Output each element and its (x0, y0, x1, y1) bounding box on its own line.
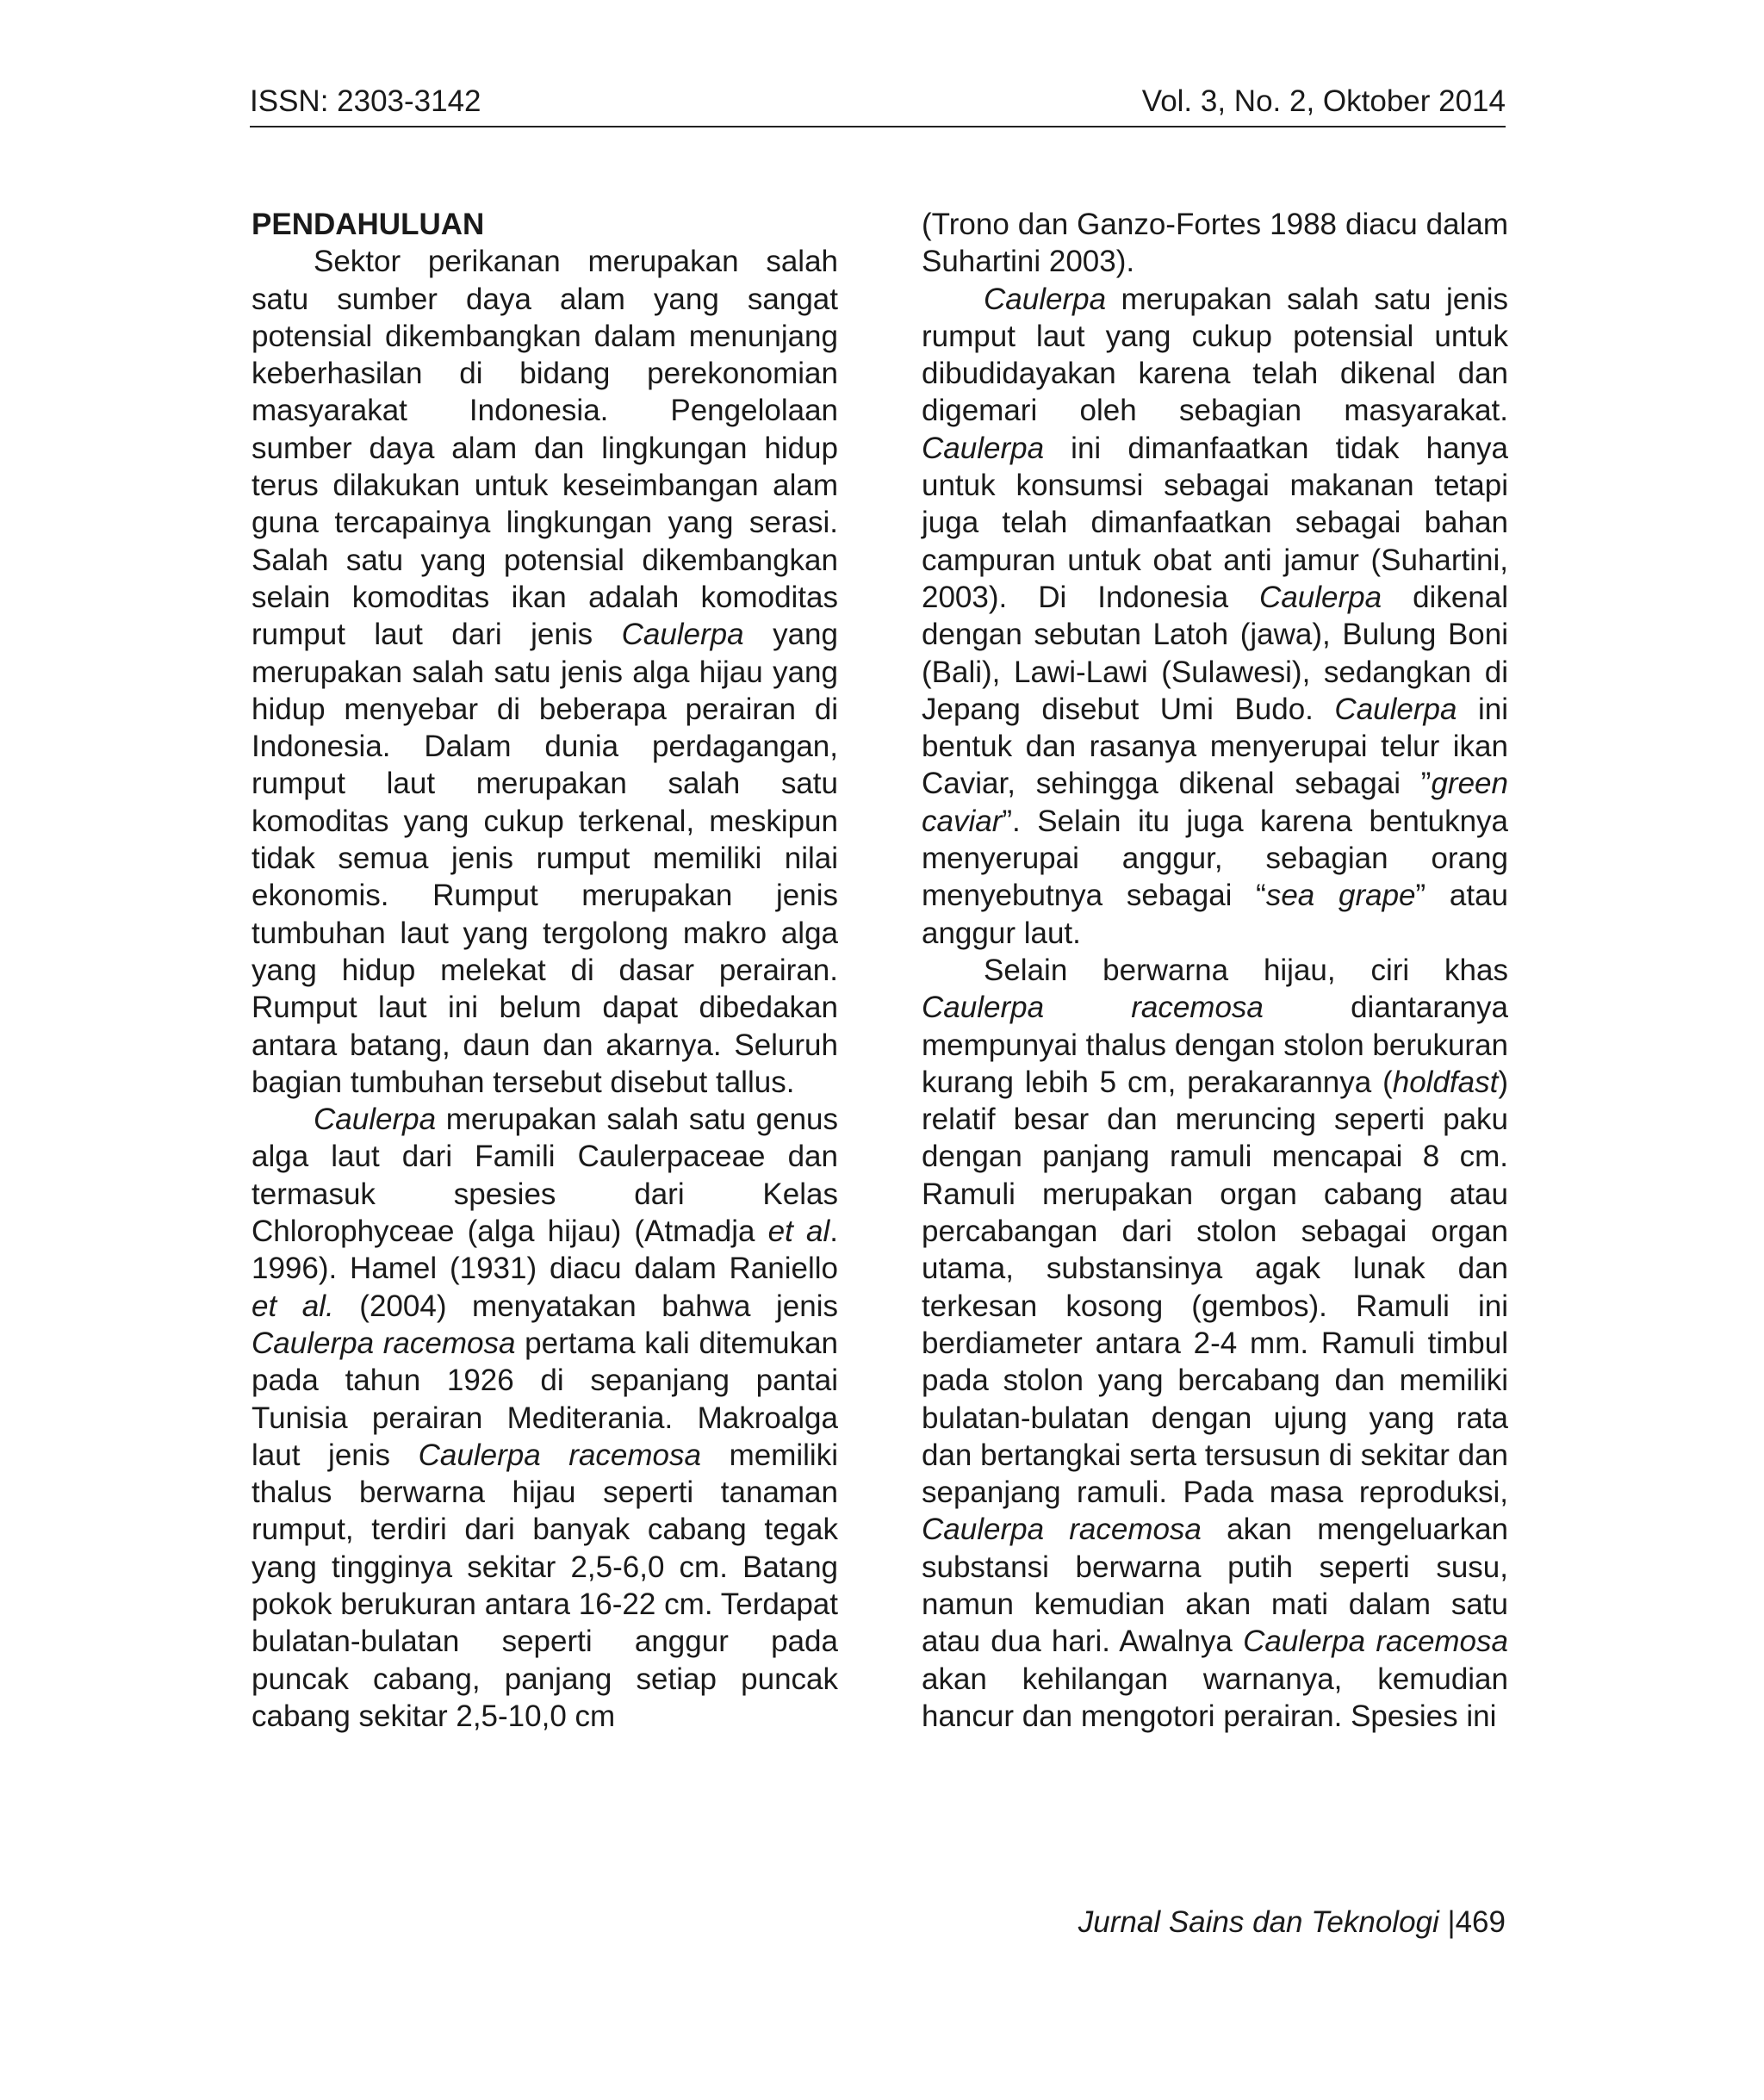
text-run: merupakan salah satu jenis rumput laut yang cukup potensial untuk dibudidayakan karena telah dikenal dan digemari oleh sebagian masyarakat. (922, 282, 1508, 428)
text-run: akan mengeluarkan substansi berwarna putih seperti susu, namun kemudian akan mati dalam satu atau dua hari. Awalnya (922, 1513, 1508, 1659)
paragraph-characteristics (922, 952, 1508, 1735)
text-run: akan kehilangan warnanya, kemudian hancur dan mengotori perairan. Spesies ini (922, 1662, 1508, 1733)
text-run: Sektor perikanan merupakan salah satu sumber daya alam yang sangat potensial dikembangkan dalam menunjang keberhasilan di bidang perekonomian masyarakat Indonesia. Pengelolaan sumber daya alam dan lingkungan hidup terus dilakukan untuk keseimbangan alam guna tercapainya lingkungan yang serasi. Salah satu yang potensial dikembangkan selain komoditas ikan adalah komoditas rumput laut dari jenis (252, 245, 838, 652)
italic-term: holdfast (1392, 1065, 1499, 1099)
text-run: yang merupakan salah satu jenis alga hijau yang hidup menyebar di beberapa perairan di Indonesia. Dalam dunia perdagangan, rumput laut merupakan salah satu komoditas yang cukup terkenal, meskipun tidak semua jenis rumput memiliki nilai ekonomis. Rumput merupakan jenis tumbuhan laut yang tergolong makro alga yang hidup melekat di dasar perairan. Rumput laut ini belum dapat dibedakan antara batang, daun dan akarnya. Seluruh bagian tumbuhan tersebut disebut tallus. (252, 618, 838, 1099)
italic-term: Caulerpa racemosa (1243, 1625, 1508, 1659)
left-column (252, 206, 838, 1735)
volume-issue-date: Vol. 3, No. 2, Oktober 2014 (1141, 84, 1506, 118)
section-heading: PENDAHULUAN (252, 208, 485, 241)
italic-term: sea grape (1265, 879, 1416, 913)
right-column (922, 206, 1508, 1735)
issn-number: ISSN: 2303-3142 (250, 84, 481, 118)
text-run: ) relatif besar dan meruncing seperti paku dengan panjang ramuli mencapai 8 cm. Ramuli merupakan organ cabang atau percabangan dari stolon sebagai organ utama, substansinya agak lunak dan terkesan kosong (gembos). Ramuli ini berdiameter antara 2-4 mm. Ramuli timbul pada stolon yang bercabang dan memiliki bulatan-bulatan dengan ujung yang rata dan bertangkai serta tersusun di sekitar dan sepanjang ramuli. Pada masa reproduksi, (922, 1065, 1508, 1510)
text-run: . 1996). Hamel (1931) diacu dalam Raniello (252, 1215, 839, 1286)
paragraph-caulerpa-potential (922, 281, 1508, 952)
page-number: |469 (1447, 1905, 1506, 1939)
italic-term: Caulerpa racemosa (252, 1326, 516, 1360)
text-run: (2004) menyatakan bahwa jenis (333, 1289, 838, 1323)
italic-term: green caviar (922, 767, 1508, 838)
journal-name: Jurnal Sains dan Teknologi (1078, 1905, 1448, 1939)
page-footer (1078, 1904, 1506, 1942)
text-run: ” atau anggur laut. (922, 879, 1509, 950)
text-run: diantaranya mempunyai thalus dengan stolon berukuran kurang lebih 5 cm, perakarannya ( (922, 991, 1508, 1099)
italic-term: Caulerpa racemosa (418, 1438, 701, 1472)
italic-term: Caulerpa (922, 431, 1045, 465)
italic-term: Caulerpa (1259, 580, 1382, 614)
running-header (250, 83, 1506, 127)
italic-term: et al. (252, 1289, 334, 1323)
italic-term: Caulerpa (621, 618, 744, 652)
text-run: merupakan salah satu genus alga laut dari Famili Caulerpaceae dan termasuk spesies dari Kelas Chlorophyceae (alga hijau) (Atmadja (252, 1103, 838, 1249)
text-run: pertama kali ditemukan pada tahun 1926 di sepanjang pantai Tunisia perairan Mediterania. Makroalga laut jenis (252, 1326, 838, 1472)
text-run: dikenal dengan sebutan Latoh (jawa), Bulung Boni (Bali), Lawi-Lawi (Sulawesi), sedangkan di Jepang disebut Umi Budo. (922, 580, 1508, 726)
text-run: Selain berwarna hijau, ciri khas (984, 953, 1508, 987)
italic-term: Caulerpa (1334, 692, 1457, 726)
text-run: memiliki thalus berwarna hijau seperti tanaman rumput, terdiri dari banyak cabang tegak yang tingginya sekitar 2,5-6,0 cm. Batang pokok berukuran antara 16-22 cm. Terdapat bulatan-bulatan seperti anggur pada puncak cabang, panjang setiap puncak cabang sekitar 2,5-10,0 cm (252, 1438, 838, 1733)
paragraph-caulerpa-genus (252, 1101, 838, 1735)
italic-term: Caulerpa racemosa (922, 991, 1264, 1025)
italic-term: Caulerpa racemosa (922, 1513, 1202, 1547)
paragraph-intro (252, 243, 838, 1101)
text-run: ini bentuk dan rasanya menyerupai telur ikan Caviar, sehingga dikenal sebagai ” (922, 692, 1508, 801)
italic-term: Caulerpa (984, 282, 1107, 316)
text-run: ”. Selain itu juga karena bentuknya menyerupai anggur, sebagian orang menyebutnya sebagai “ (922, 804, 1508, 913)
italic-term: Caulerpa (314, 1103, 437, 1137)
text-run: ini dimanfaatkan tidak hanya untuk konsumsi sebagai makanan tetapi juga telah dimanfaatkan sebagai bahan campuran untuk obat anti jamur (Suhartini, 2003). Di Indonesia (922, 431, 1508, 614)
italic-term: et al (767, 1215, 830, 1249)
paragraph-continuation: (Trono dan Ganzo-Fortes 1988 diacu dalam Suhartini 2003). (922, 208, 1508, 279)
